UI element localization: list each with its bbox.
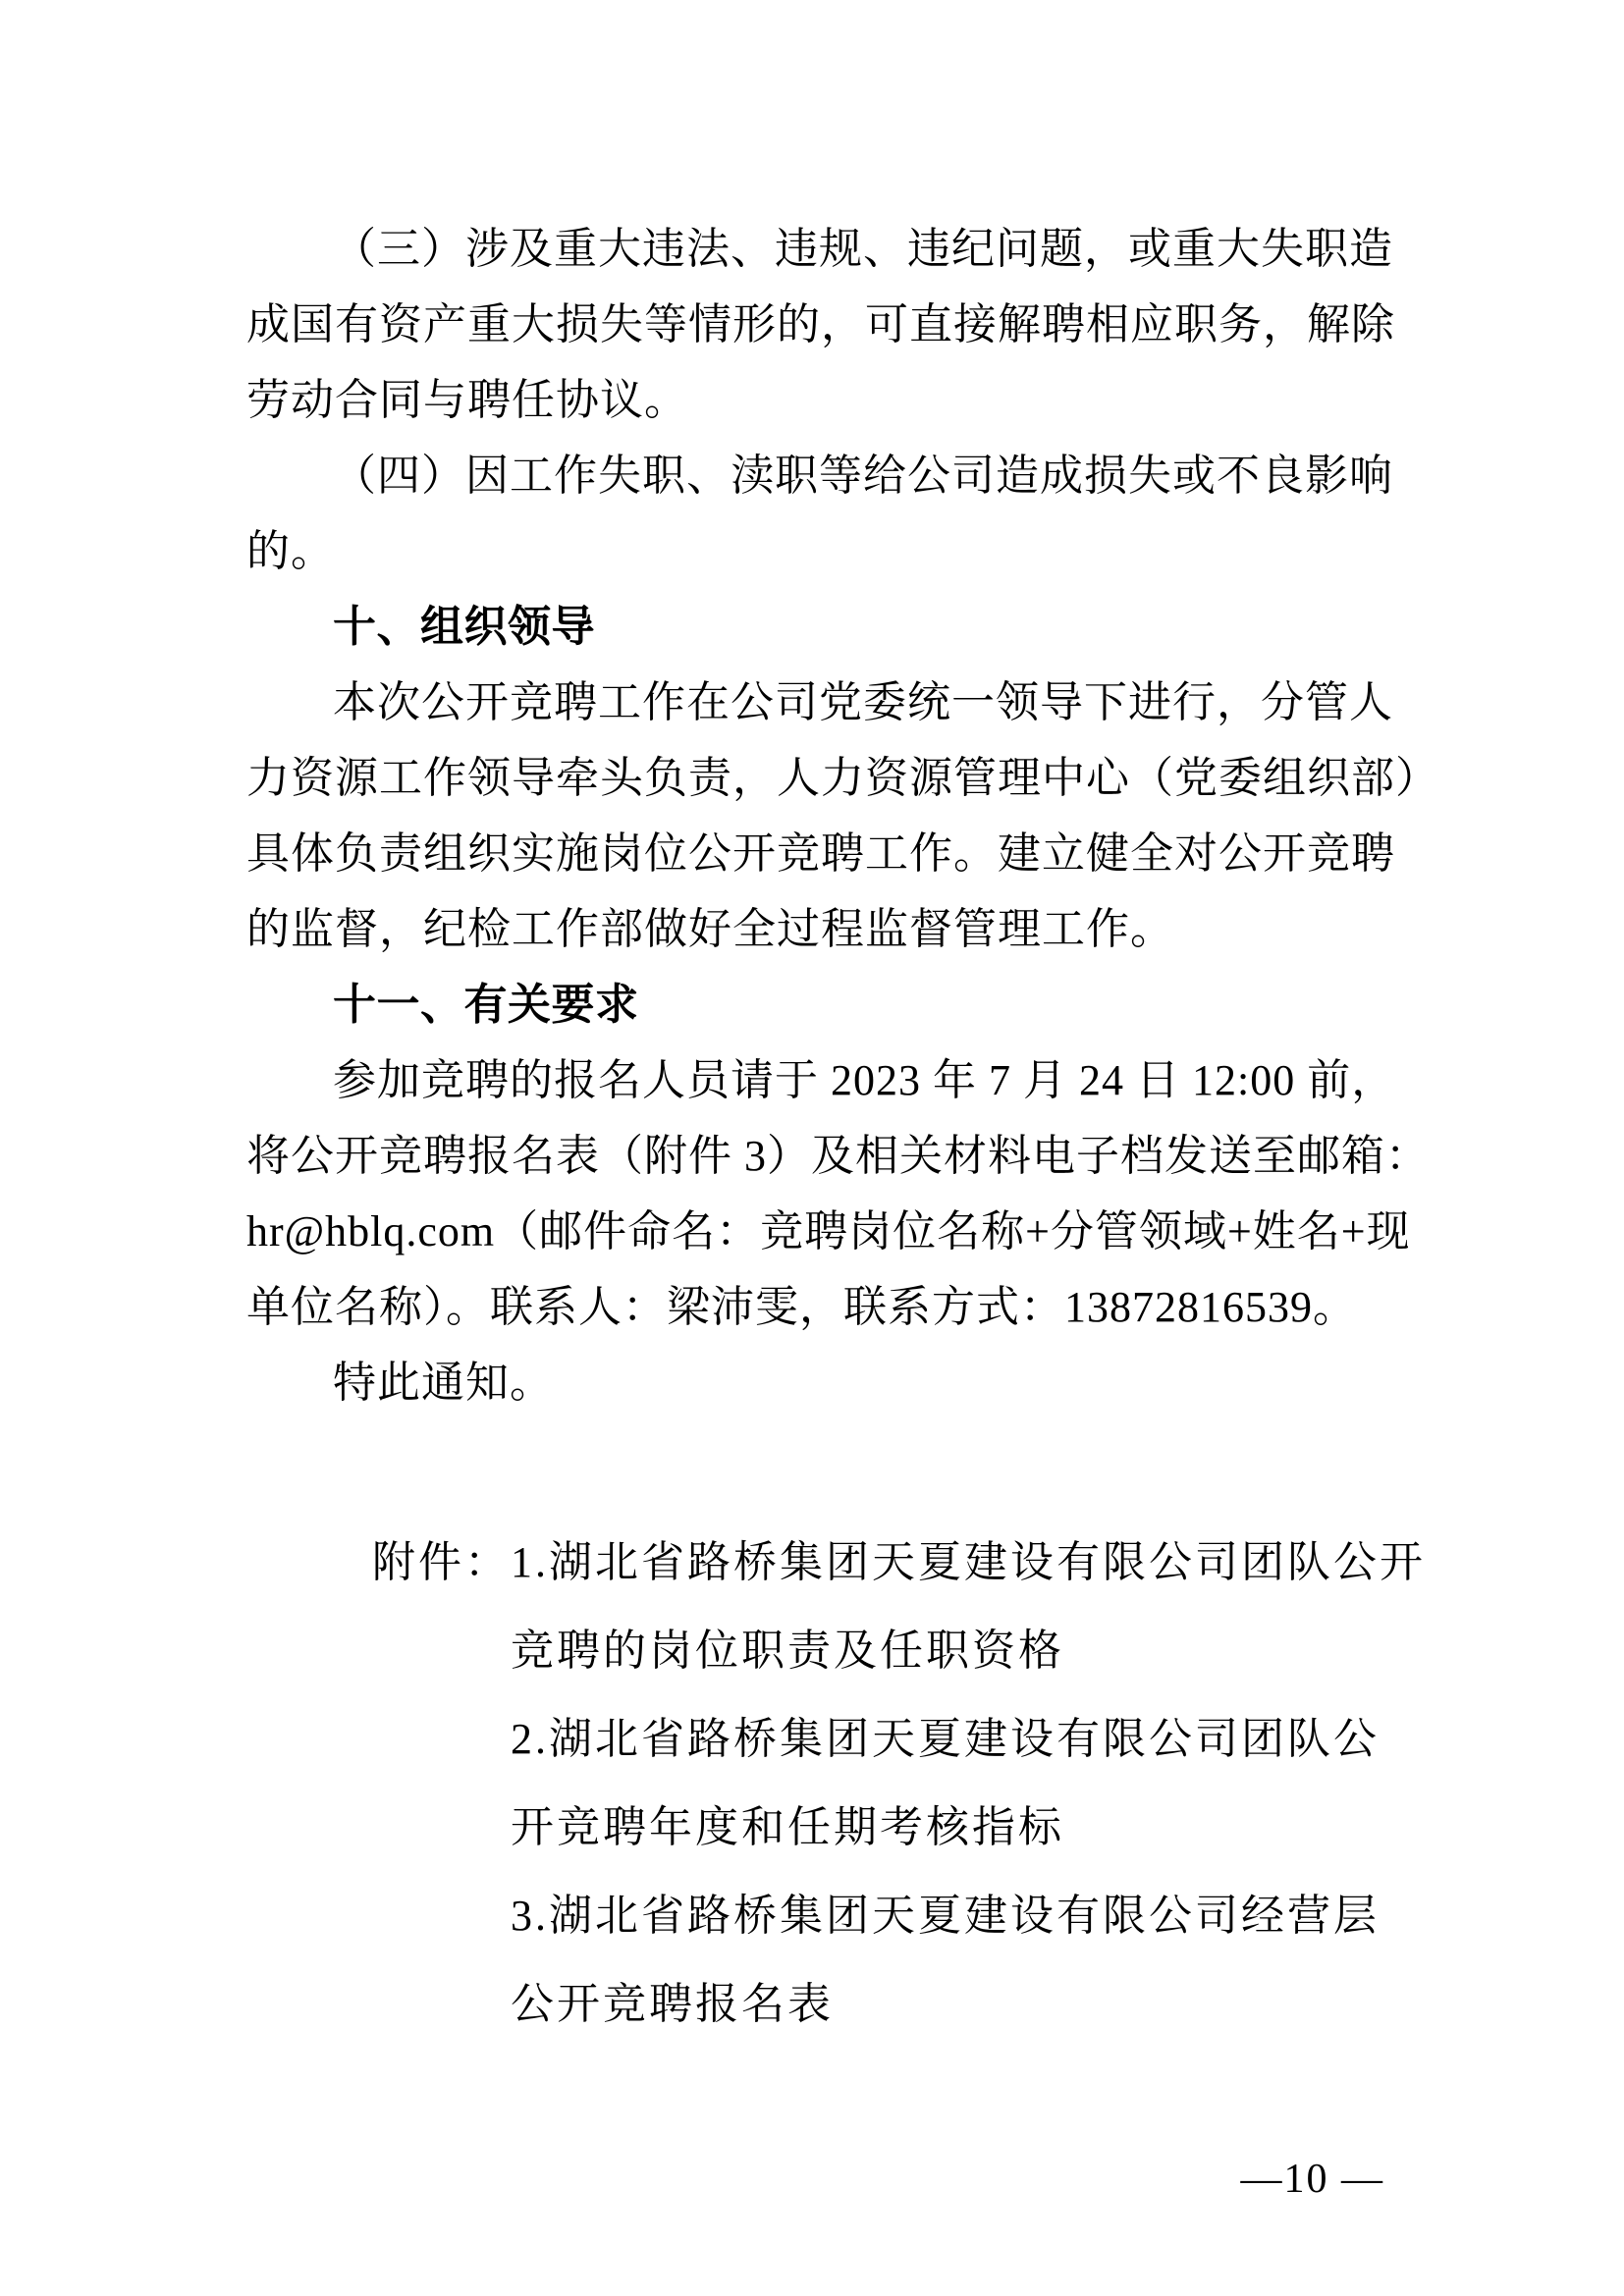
section-10-para-line-1: 本次公开竞聘工作在公司党委统一领导下进行，分管人 [333,678,1393,726]
section-10-heading: 十、组织领导 [333,603,595,651]
attachment-3-line-1: 3.湖北省路桥集团天夏建设有限公司经营层 [511,1892,1380,1940]
attachment-2-line-1: 2.湖北省路桥集团天夏建设有限公司团队公 [511,1715,1380,1763]
clause-4-line-2: 的。 [246,527,335,575]
section-10-para-line-4: 的监督，纪检工作部做好全过程监督管理工作。 [246,905,1174,953]
section-11-para-line-2: 将公开竞聘报名表（附件 3）及相关材料电子档发送至邮箱： [246,1132,1430,1180]
page-number: —10 — [1240,2157,1384,2202]
section-11-heading: 十一、有关要求 [333,981,639,1029]
attachment-3-line-2: 公开竞聘报名表 [511,1980,834,2028]
section-11-para-line-3: hr@hblq.com（邮件命名：竞聘岗位名称+分管领域+姓名+现 [246,1207,1411,1255]
section-11-para-line-1: 参加竞聘的报名人员请于 2023 年 7 月 24 日 12:00 前， [333,1056,1396,1104]
section-11-para-line-4: 单位名称）。联系人：梁沛雯，联系方式：13872816539。 [246,1283,1357,1331]
attachment-2-line-2: 开竞聘年度和任期考核指标 [511,1803,1064,1851]
clause-3-line-2: 成国有资产重大损失等情形的，可直接解聘相应职务，解除 [246,300,1395,348]
clause-4-line-1: （四）因工作失职、渎职等给公司造成损失或不良影响 [333,452,1393,500]
body-text-block [246,211,1439,1420]
section-10-para-line-2: 力资源工作领导牵头负责，人力资源管理中心（党委组织部） [246,754,1439,802]
closing-notice-line: 特此通知。 [333,1359,554,1407]
attachment-1-line-2: 竞聘的岗位职责及任职资格 [511,1627,1064,1675]
attachments-block [246,1519,1426,2049]
clause-3-line-3: 劳动合同与聘任协议。 [246,376,688,424]
section-10-para-line-3: 具体负责组织实施岗位公开竞聘工作。建立健全对公开竞聘 [246,829,1395,878]
attachment-1-line-1: 附件：1.湖北省路桥集团天夏建设有限公司团队公开 [372,1538,1426,1586]
clause-3-line-1: （三）涉及重大违法、违规、违纪问题，或重大失职造 [333,225,1393,273]
